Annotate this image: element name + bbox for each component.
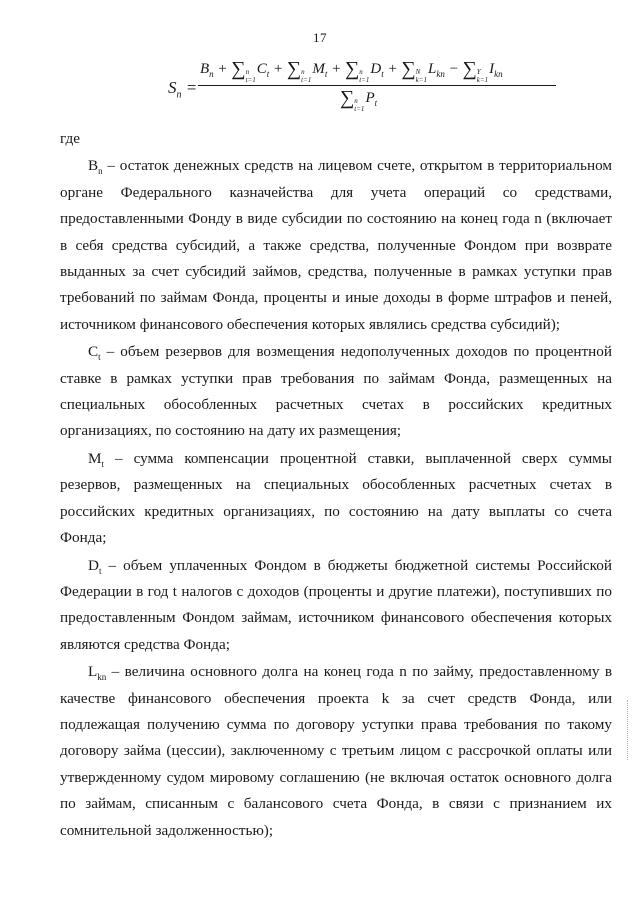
scan-artifact — [626, 700, 628, 760]
formula-lhs: $S_n$ = — [168, 78, 198, 101]
definition-text: – сумма компенсации процентной ставки, выплаченной сверх суммы резервов, размещенных на специальных обособленных расчетных счетах в российских кредитных организациях, по состоянию на дату выплаты со счета Фонда; — [60, 449, 612, 547]
where-label: где — [60, 130, 80, 147]
definition-m — [60, 446, 612, 552]
definition-text: – объем резервов для возмещения недополученных доходов по процентной ставке в рамках уступки прав требования по займам Фонда, размещенных на специальных обособленных расчетных счетах в российских кредитных организациях, по состоянию на дату их размещения; — [60, 343, 612, 440]
term-b-sub: n — [209, 69, 214, 79]
sum-limits: Y k=1 — [476, 68, 489, 84]
formula-denominator: ∑ n t=1 $P_t$ — [340, 87, 378, 113]
sum-sign-icon: ∑ — [286, 58, 302, 80]
sum-limits: n t=1 — [301, 68, 312, 84]
definition-d — [60, 553, 612, 659]
definition-text: – объем уплаченных Фондом в бюджеты бюджетной системы Российской Федерации в год t налогов с доходов (проценты и другие платежи), поступивших по предоставленным Фондом займам, источником финансового обеспечения которых являются средства Фонда; — [60, 556, 612, 653]
sum-limits: n t=1 — [359, 68, 370, 84]
term-p: P — [365, 90, 375, 106]
term-b: B — [200, 61, 210, 77]
sum-sign-icon: ∑ — [344, 58, 360, 80]
sum-sign-icon: ∑ — [462, 58, 477, 80]
definition-symbol: $C_t$ — [88, 343, 101, 363]
sum-limits: n t=1 — [245, 68, 256, 84]
page-number: 17 — [313, 30, 327, 45]
definition-b — [60, 153, 612, 338]
formula-lhs-sub: n — [176, 89, 182, 101]
definition-symbol: $D_t$ — [88, 556, 102, 576]
definition-symbol: $M_t$ — [88, 449, 105, 469]
fraction-line — [198, 85, 556, 86]
term-l: L — [428, 61, 437, 77]
term-d: D — [370, 61, 382, 77]
definition-text: – остаток денежных средств на лицевом счете, открытом в территориальном органе Федерального казначейства для учета операций со средствами, предоставленными Фонду в виде субсидии по состоянию на конец года n (включает в себя средства субсидий, а также средства, полученные Фондом при возврате выданных за счет субсидий займов, средства, полученные в рамках уступки прав требований по займам Фонда, проценты и иные доходы в форме штрафов и пеней, источником финансового обеспечения которых являлись средства субсидий); — [60, 157, 612, 333]
sum-limits: N k=1 — [415, 68, 427, 84]
definition-symbol: $L_{kn}$ — [88, 663, 107, 683]
document-body — [60, 126, 612, 845]
sum-sign-icon: ∑ — [401, 58, 416, 80]
definition-l — [60, 659, 612, 844]
term-i: I — [489, 61, 495, 77]
definition-c — [60, 339, 612, 445]
sum-limits: n t=1 — [354, 97, 365, 113]
formula-lhs-symbol: S — [168, 78, 177, 97]
term-c: C — [256, 61, 267, 77]
definition-symbol: $B_n$ — [88, 157, 103, 177]
formula-numerator: $B_n$ + ∑ n t=1 $C_t$ + ∑ n t=1 $M_t$ + ∑ n t=1 $D_t$ + ∑ N k=1 $L_{kn}$ − ∑ Y k=1 $I_{kn}$ — [200, 58, 503, 84]
sum-sign-icon: ∑ — [340, 87, 355, 109]
formula — [168, 58, 558, 118]
definition-text: – величина основного долга на конец года n по займу, предоставленному в качестве финансового обеспечения проекта k за счет средств Фонда, или подлежащая получению сумма по договору уступки права требования по такому договору займа (цессии), заключенному с третьим лицом с рассрочкой оплаты или утвержденному судом мировому соглашению (не включая остаток основного долга по займам, списанным с балансового счета Фонда, в связи с признанием их сомнительной задолженностью); — [60, 663, 612, 839]
term-m: M — [312, 61, 325, 77]
sum-sign-icon: ∑ — [231, 58, 246, 80]
